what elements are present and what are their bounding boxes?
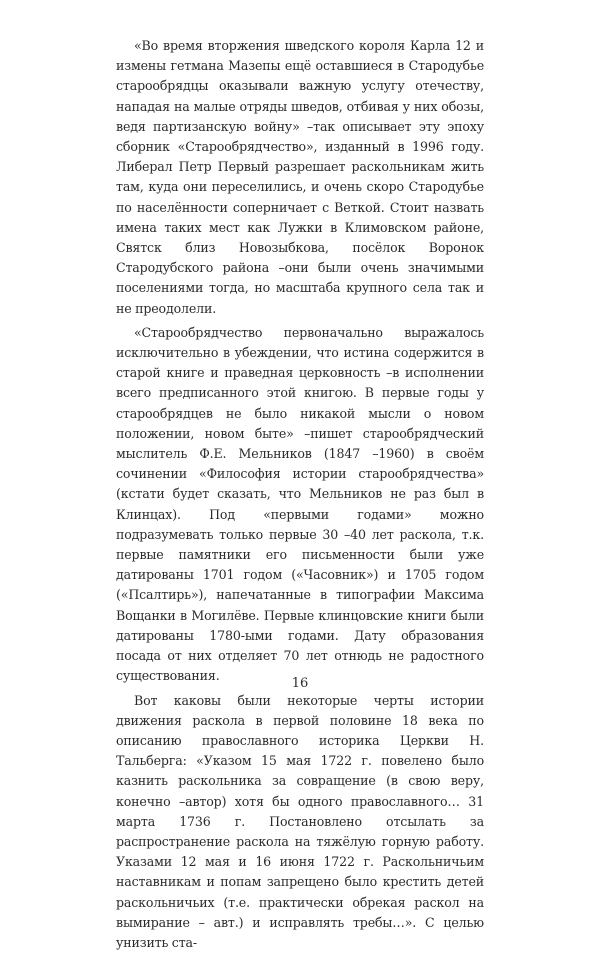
paragraph-3: Вот каковы были некоторые черты истории движения раскола в первой половине 18 века по описанию православного историка Церкви Н. Тальберга: «Указом 15 мая 1722 г. повелено было казнить раскольника за совращение (в свою веру, конечно –автор) хотя бы одного православного… 31 марта 1736 г. Постановлено отсылать за распространение раскола на тяжёлую горную работу. Указами 12 мая и 16 июня 1722 г. Раскольничьим наставникам и попам запрещено было крестить детей раскольничьих (т.е. практически обрекая раскол на вымирание – авт.) и исправлять требы…». С целью унизить ста- <box>116 692 484 950</box>
paragraph-2: «Старообрядчество первоначально выражалось исключительно в убеждении, что истина содержится в старой книге и праведная церковность –в исполнении всего предписанного этой книгою. В первые годы у старообрядцев не было никакой мысли о новом положении, новом быте» –пишет старообрядческий мыслитель Ф.Е. Мельников (1847 –1960) в своём сочинении «Философия истории старообрядчества» (кстати будет сказать, что Мельников не раз был в Клинцах). Под «первыми годами» можно подразумевать только первые 30 –40 лет раскола, т.к. первые памятники его письменности были уже датированы 1701 годом («Часовник») и 1705 годом («Псалтирь»), напечатанные в типографии Максима Вощанки в Могилёве. Первые клинцовские книги были датированы 1780-ыми годами. Дату образования посада от них отделяет 70 лет отнюдь не радостного существования. <box>116 324 484 684</box>
paragraph-1: «Во время вторжения шведского короля Карла 12 и измены гетмана Мазепы ещё оставшиеся в Стародубье старообрядцы оказывали важную услугу отечеству, нападая на малые отряды шведов, отбивая у них обозы, ведя партизанскую войну» –так описывает эту эпоху сборник «Старообрядчество», изданный в 1996 году. Либерал Петр Первый разрешает раскольникам жить там, куда они переселились, и очень скоро Стародубье по населённости соперничает с Веткой. Стоит назвать имена таких мест как Лужки в Климовском районе, Святск близ Новозыбкова, посёлок Воронок Стародубского района –они были очень значимыми поселениями тогда, но масштаба крупного села так и не преодолели. <box>116 38 484 316</box>
page-number: 16 <box>291 676 309 691</box>
page-body <box>116 36 484 957</box>
